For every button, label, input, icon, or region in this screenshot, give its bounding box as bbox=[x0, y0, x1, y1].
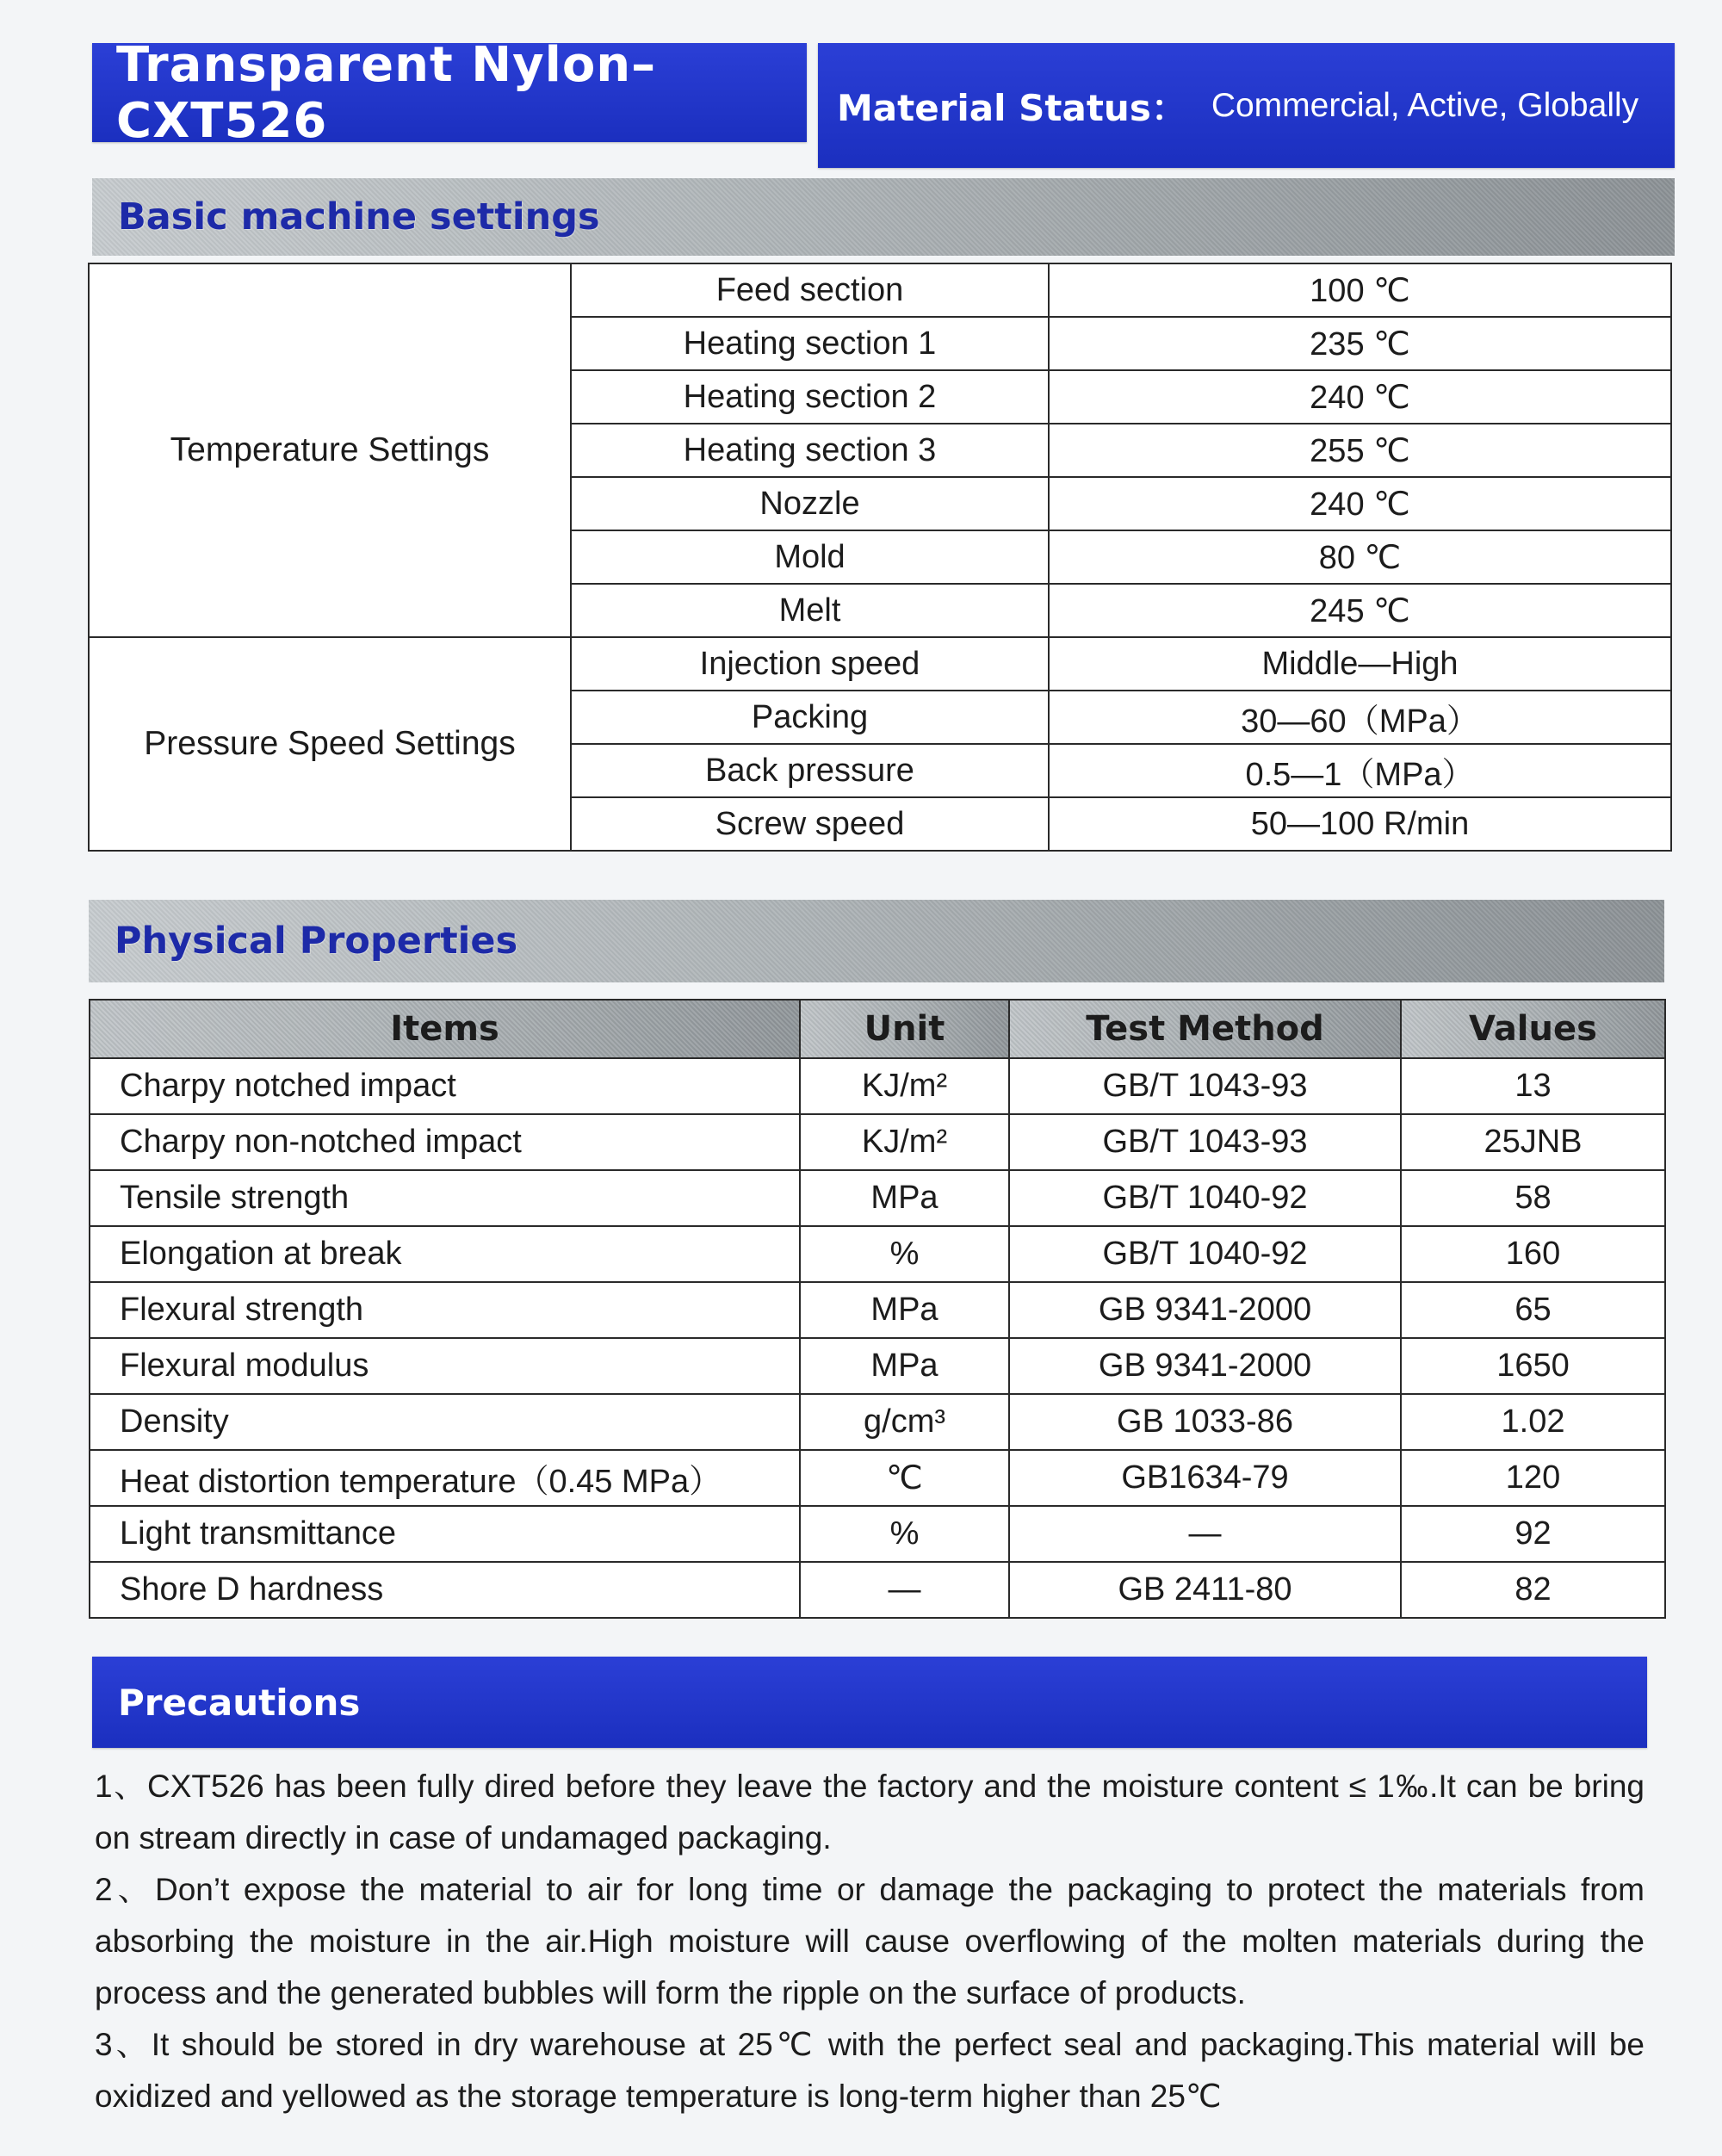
column-header-unit: Unit bbox=[800, 1000, 1009, 1058]
property-value: 120 bbox=[1401, 1450, 1665, 1506]
group-pressure-speed-settings: Pressure Speed Settings bbox=[89, 637, 571, 851]
physical-properties-banner bbox=[89, 900, 1664, 982]
property-item: Charpy non-notched impact bbox=[90, 1114, 800, 1170]
property-test-method: GB/T 1043-93 bbox=[1009, 1058, 1401, 1114]
property-unit: — bbox=[800, 1562, 1009, 1618]
setting-value: 240 ℃ bbox=[1049, 477, 1671, 530]
setting-label: Back pressure bbox=[571, 744, 1049, 797]
setting-value: 50—100 R/min bbox=[1049, 797, 1671, 851]
setting-value: Middle—High bbox=[1049, 637, 1671, 691]
table-row bbox=[90, 1282, 1665, 1338]
precautions-title: Precautions bbox=[118, 1681, 361, 1724]
property-value: 58 bbox=[1401, 1170, 1665, 1226]
machine-settings-title: Basic machine settings bbox=[118, 195, 600, 239]
property-test-method: GB 9341-2000 bbox=[1009, 1282, 1401, 1338]
property-unit: MPa bbox=[800, 1170, 1009, 1226]
group-temperature-settings: Temperature Settings bbox=[89, 263, 571, 637]
property-unit: % bbox=[800, 1226, 1009, 1282]
table-row bbox=[90, 1338, 1665, 1394]
precaution-item: 1、CXT526 has been fully dired before they leave the factory and the moisture content ≤ 1‰.It can be bring on stream directly in case of undamaged packaging. bbox=[95, 1769, 1645, 1856]
property-item: Elongation at break bbox=[90, 1226, 800, 1282]
property-value: 13 bbox=[1401, 1058, 1665, 1114]
property-item: Tensile strength bbox=[90, 1170, 800, 1226]
property-unit: g/cm³ bbox=[800, 1394, 1009, 1450]
material-status-bar bbox=[818, 43, 1675, 168]
precautions-list bbox=[95, 1761, 1645, 2122]
setting-label: Mold bbox=[571, 530, 1049, 584]
setting-label: Melt bbox=[571, 584, 1049, 637]
setting-value: 240 ℃ bbox=[1049, 370, 1671, 424]
physical-properties-title: Physical Properties bbox=[115, 920, 518, 963]
table-row bbox=[90, 1114, 1665, 1170]
table-row bbox=[90, 1562, 1665, 1618]
property-test-method: GB/T 1043-93 bbox=[1009, 1114, 1401, 1170]
column-header-values: Values bbox=[1401, 1000, 1665, 1058]
setting-label: Packing bbox=[571, 691, 1049, 744]
table-header-row bbox=[90, 1000, 1665, 1058]
property-value: 82 bbox=[1401, 1562, 1665, 1618]
property-unit: MPa bbox=[800, 1338, 1009, 1394]
property-item: Heat distortion temperature（0.45 MPa） bbox=[90, 1450, 800, 1506]
table-row bbox=[90, 1058, 1665, 1114]
property-item: Charpy notched impact bbox=[90, 1058, 800, 1114]
machine-settings-banner bbox=[92, 178, 1675, 256]
setting-label: Screw speed bbox=[571, 797, 1049, 851]
table-row bbox=[90, 1450, 1665, 1506]
setting-value: 30—60（MPa） bbox=[1049, 691, 1671, 744]
property-value: 25JNB bbox=[1401, 1114, 1665, 1170]
precautions-banner bbox=[92, 1657, 1647, 1748]
property-unit: KJ/m² bbox=[800, 1114, 1009, 1170]
property-test-method: GB/T 1040-92 bbox=[1009, 1226, 1401, 1282]
table-row bbox=[90, 1394, 1665, 1450]
table-row bbox=[90, 1226, 1665, 1282]
setting-label: Heating section 3 bbox=[571, 424, 1049, 477]
property-test-method: GB 2411-80 bbox=[1009, 1562, 1401, 1618]
material-status-label: Material Status： bbox=[837, 86, 1187, 129]
setting-value: 255 ℃ bbox=[1049, 424, 1671, 477]
property-unit: KJ/m² bbox=[800, 1058, 1009, 1114]
precaution-item: 2、Don’t expose the material to air for long time or damage the packaging to protect the materials from absorbing the moisture in the air.High moisture will cause overflowing of the molten materials during the process and the generated bubbles will form the ripple on the surface of products. bbox=[95, 1872, 1645, 2010]
property-test-method: GB1634-79 bbox=[1009, 1450, 1401, 1506]
property-value: 65 bbox=[1401, 1282, 1665, 1338]
property-test-method: GB/T 1040-92 bbox=[1009, 1170, 1401, 1226]
property-item: Density bbox=[90, 1394, 800, 1450]
table-row bbox=[90, 1170, 1665, 1226]
setting-value: 100 ℃ bbox=[1049, 263, 1671, 317]
setting-value: 80 ℃ bbox=[1049, 530, 1671, 584]
material-status-value: Commercial, Active, Globally bbox=[1211, 86, 1639, 124]
table-row bbox=[89, 263, 1671, 317]
setting-label: Heating section 1 bbox=[571, 317, 1049, 370]
setting-label: Heating section 2 bbox=[571, 370, 1049, 424]
column-header-test-method: Test Method bbox=[1009, 1000, 1401, 1058]
property-value: 1.02 bbox=[1401, 1394, 1665, 1450]
property-test-method: GB 9341-2000 bbox=[1009, 1338, 1401, 1394]
setting-label: Nozzle bbox=[571, 477, 1049, 530]
property-value: 92 bbox=[1401, 1506, 1665, 1562]
property-unit: MPa bbox=[800, 1282, 1009, 1338]
property-item: Shore D hardness bbox=[90, 1562, 800, 1618]
property-item: Flexural strength bbox=[90, 1282, 800, 1338]
setting-label: Feed section bbox=[571, 263, 1049, 317]
property-value: 160 bbox=[1401, 1226, 1665, 1282]
product-title: Transparent Nylon–CXT526 bbox=[92, 43, 807, 142]
setting-value: 245 ℃ bbox=[1049, 584, 1671, 637]
setting-value: 235 ℃ bbox=[1049, 317, 1671, 370]
table-row bbox=[90, 1506, 1665, 1562]
setting-value: 0.5—1（MPa） bbox=[1049, 744, 1671, 797]
property-unit: ℃ bbox=[800, 1450, 1009, 1506]
property-unit: % bbox=[800, 1506, 1009, 1562]
machine-settings-table bbox=[88, 263, 1672, 852]
setting-label: Injection speed bbox=[571, 637, 1049, 691]
column-header-items: Items bbox=[90, 1000, 800, 1058]
precaution-item: 3、It should be stored in dry warehouse at 25℃ with the perfect seal and packaging.This material will be oxidized and yellowed as the storage temperature is long-term higher than 25℃ bbox=[95, 2027, 1645, 2114]
physical-properties-table bbox=[89, 999, 1666, 1619]
property-test-method: GB 1033-86 bbox=[1009, 1394, 1401, 1450]
property-value: 1650 bbox=[1401, 1338, 1665, 1394]
table-row bbox=[89, 637, 1671, 691]
property-item: Light transmittance bbox=[90, 1506, 800, 1562]
property-test-method: — bbox=[1009, 1506, 1401, 1562]
property-item: Flexural modulus bbox=[90, 1338, 800, 1394]
